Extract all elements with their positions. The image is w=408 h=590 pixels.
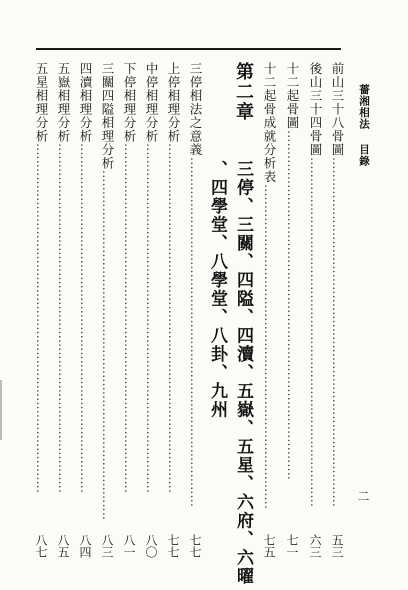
entry-title: 三停相法之意義 <box>188 62 203 157</box>
entry-page: 八〇 <box>144 534 158 558</box>
leader-dots: ………………………………………………………………………… <box>122 143 137 493</box>
leader-dots: ………………………………………………………………………… <box>330 156 345 507</box>
entry-page: 七七 <box>166 534 180 558</box>
toc-entry <box>76 62 94 558</box>
leader-dots: ………………………………………………………………………… <box>188 156 203 507</box>
leader-dots: ………………………………………………………………………… <box>34 143 49 493</box>
entry-title: 十二起骨成就分析表 <box>262 62 277 184</box>
leader-dots: ………………………………………………………………………… <box>100 170 115 520</box>
entry-title: 五嶽相理分析 <box>56 62 71 143</box>
entry-title: 三關四隘相理分析 <box>100 62 115 170</box>
section-label: 目錄 <box>358 144 370 167</box>
leader-dots: …………………………………………………………………… <box>262 183 277 509</box>
leader-dots: ………………………………………………………………………… <box>308 156 323 507</box>
toc-entry <box>186 62 204 558</box>
leader-dots: ………………………………………………………………………… <box>285 129 300 480</box>
entry-page: 八三 <box>100 534 114 558</box>
entry-page: 五三 <box>330 534 344 558</box>
entry-page: 八四 <box>78 534 92 558</box>
toc-entry <box>328 62 346 558</box>
toc-entry <box>142 62 160 558</box>
leader-dots: ………………………………………………………………………… <box>78 143 93 493</box>
toc-entry <box>306 62 324 558</box>
chapter-number: 第二章 <box>233 62 254 122</box>
entry-title: 前山三十八骨圖 <box>330 62 345 157</box>
top-rule <box>36 48 341 50</box>
entry-page: 八七 <box>34 534 48 558</box>
entry-title: 下停相理分析 <box>122 62 137 143</box>
leader-dots: ………………………………………………………………………… <box>56 143 71 493</box>
toc-entry <box>32 62 50 558</box>
entry-title: 五星相理分析 <box>34 62 49 143</box>
running-header <box>356 84 372 167</box>
chapter-title-line-2: 、四學堂、八學堂、八卦、九州 <box>207 160 227 419</box>
entry-page: 八一 <box>122 534 136 558</box>
entry-title: 上停相理分析 <box>166 62 181 143</box>
book-title: 薔湘相法 <box>358 84 370 130</box>
toc-entry <box>54 62 72 558</box>
toc-entry <box>98 62 116 558</box>
entry-page: 八五 <box>56 534 70 558</box>
scan-edge-mark <box>0 380 2 440</box>
entry-page: 七一 <box>285 534 299 558</box>
entry-title: 四瀆相理分析 <box>78 62 93 143</box>
toc-entry <box>283 62 301 558</box>
leader-dots: ………………………………………………………………………… <box>166 143 181 493</box>
page-number: 二 <box>356 490 370 502</box>
entry-title: 十二起骨圖 <box>285 62 300 130</box>
leader-dots: ………………………………………………………………………… <box>144 143 159 493</box>
entry-title: 中停相理分析 <box>144 62 159 143</box>
toc-entry <box>120 62 138 558</box>
entry-page: 七五 <box>262 534 276 558</box>
toc-entry <box>164 62 182 558</box>
entry-page: 六三 <box>308 534 322 558</box>
chapter-title-line-1: 三停、三關、四隘、四瀆、五嶽、五星、六府、六曜 <box>233 160 253 586</box>
toc-entry <box>260 62 278 558</box>
entry-page: 七七 <box>188 534 202 558</box>
entry-title: 後山三十四骨圖 <box>308 62 323 157</box>
